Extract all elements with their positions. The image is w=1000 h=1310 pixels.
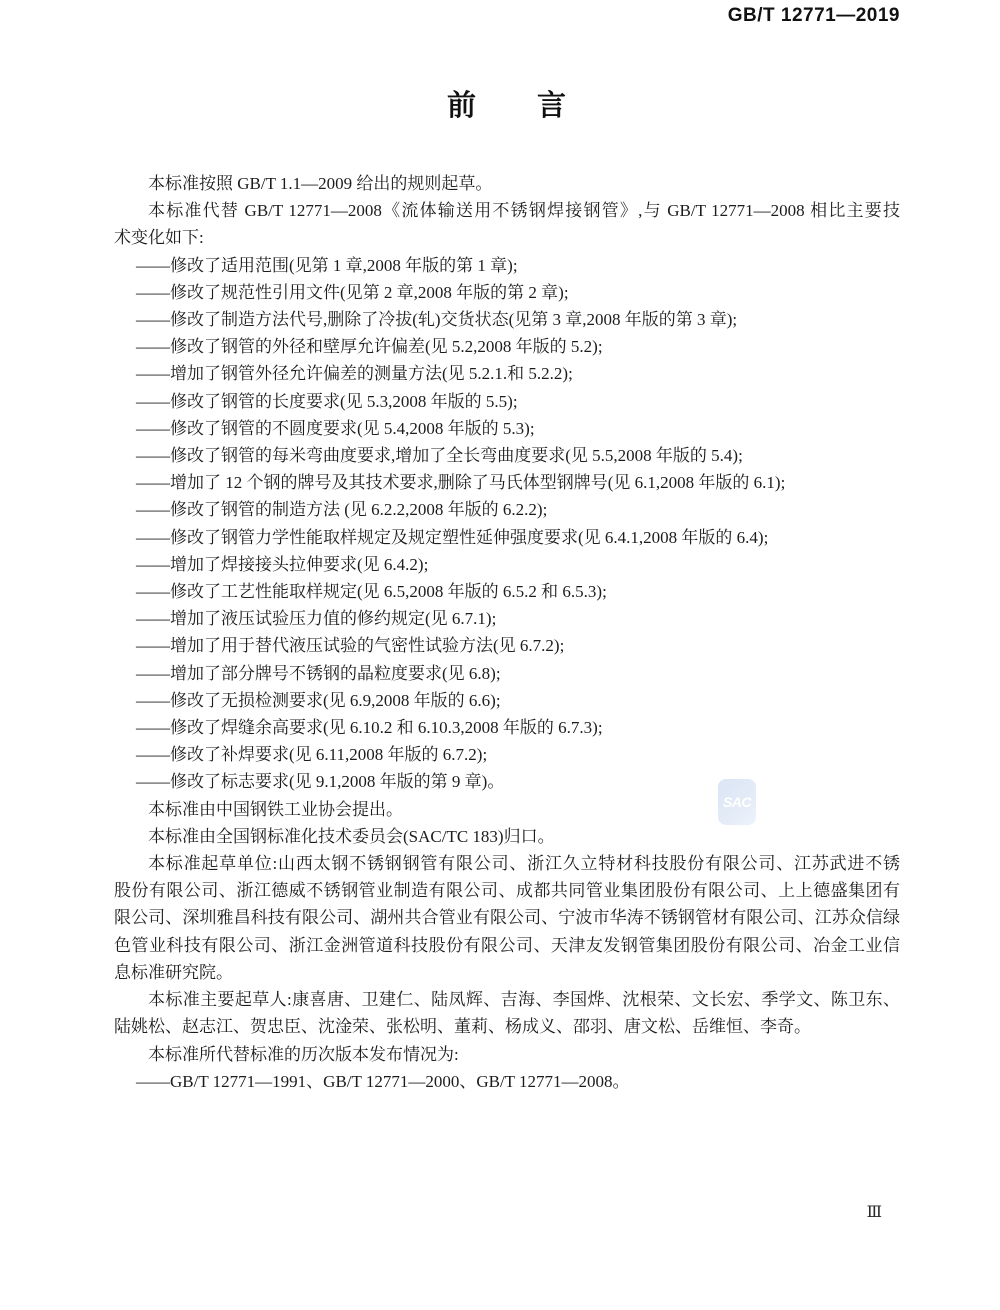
text-line: 陆姚松、赵志江、贺忠臣、沈淦荣、张松明、董莉、杨成义、邵羽、唐文松、岳维恒、李奇。	[114, 1017, 811, 1037]
text-line: ——修改了钢管的外径和壁厚允许偏差(见 5.2,2008 年版的 5.2);	[136, 337, 603, 357]
text-line: ——修改了钢管的每米弯曲度要求,增加了全长弯曲度要求(见 5.5,2008 年版的 5.4);	[136, 446, 743, 466]
text-line: 限公司、深圳雅昌科技有限公司、湖州共合管业有限公司、宁波市华涛不锈钢管材有限公司、江苏众信绿	[114, 908, 900, 928]
text-line: ——增加了用于替代液压试验的气密性试验方法(见 6.7.2);	[136, 636, 565, 656]
text-line: ——增加了部分牌号不锈钢的晶粒度要求(见 6.8);	[136, 663, 501, 683]
text-line: ——增加了液压试验压力值的修约规定(见 6.7.1);	[136, 609, 497, 629]
text-line: ——GB/T 12771—1991、GB/T 12771—2000、GB/T 12771—2008。	[136, 1071, 630, 1091]
text-line: 术变化如下:	[114, 228, 204, 248]
text-line: ——修改了适用范围(见第 1 章,2008 年版的第 1 章);	[136, 255, 518, 275]
text-line: ——增加了钢管外径允许偏差的测量方法(见 5.2.1.和 5.2.2);	[136, 364, 573, 384]
standard-number: GB/T 12771—2019	[727, 5, 900, 26]
text-line: 本标准代替 GB/T 12771—2008《流体输送用不锈钢焊接钢管》,与 GB/T 12771—2008 相比主要技	[148, 201, 900, 221]
text-line: 本标准起草单位:山西太钢不锈钢钢管有限公司、浙江久立特材科技股份有限公司、江苏武进不锈	[148, 854, 900, 874]
page-title: 前 言	[446, 90, 567, 122]
text-line: 本标准按照 GB/T 1.1—2009 给出的规则起草。	[148, 174, 493, 193]
text-line: 本标准由中国钢铁工业协会提出。	[148, 799, 403, 819]
text-line: ——修改了钢管的不圆度要求(见 5.4,2008 年版的 5.3);	[136, 418, 535, 438]
document-body	[114, 170, 900, 1095]
sac-watermark-text: SAC	[722, 794, 752, 810]
text-line: ——修改了补焊要求(见 6.11,2008 年版的 6.7.2);	[136, 745, 488, 765]
text-line: ——修改了制造方法代号,删除了冷拔(轧)交货状态(见第 3 章,2008 年版的第 3 章);	[136, 310, 738, 330]
text-line: ——修改了钢管力学性能取样规定及规定塑性延伸强度要求(见 6.4.1,2008 年版的 6.4);	[136, 527, 769, 547]
text-line: ——修改了标志要求(见 9.1,2008 年版的第 9 章)。	[136, 772, 505, 792]
text-line: ——增加了 12 个钢的牌号及其技术要求,删除了马氏体型钢牌号(见 6.1,2008 年版的 6.1);	[136, 473, 786, 493]
text-line: ——修改了工艺性能取样规定(见 6.5,2008 年版的 6.5.2 和 6.5.3);	[136, 582, 607, 602]
text-line: 本标准主要起草人:康喜唐、卫建仁、陆凤辉、吉海、李国烨、沈根荣、文长宏、季学文、陈卫东、	[148, 990, 900, 1010]
text-line: ——修改了钢管的制造方法 (见 6.2.2,2008 年版的 6.2.2);	[136, 500, 548, 520]
page-number: Ⅲ	[866, 1204, 882, 1221]
text-line: ——修改了规范性引用文件(见第 2 章,2008 年版的第 2 章);	[136, 282, 569, 302]
text-line: 股份有限公司、浙江德威不锈钢管业制造有限公司、成都共同管业集团股份有限公司、上上德盛集团有	[114, 881, 900, 901]
text-line: 本标准所代替标准的历次版本发布情况为:	[148, 1044, 459, 1064]
text-line: ——增加了焊接接头拉伸要求(见 6.4.2);	[136, 554, 429, 574]
text-line: 息标准研究院。	[114, 962, 233, 982]
text-line: ——修改了无损检测要求(见 6.9,2008 年版的 6.6);	[136, 690, 501, 710]
text-line: 本标准由全国钢标准化技术委员会(SAC/TC 183)归口。	[148, 826, 555, 846]
text-line: ——修改了钢管的长度要求(见 5.3,2008 年版的 5.5);	[136, 391, 518, 411]
text-line: 色管业科技有限公司、浙江金洲管道科技股份有限公司、天津友发钢管集团股份有限公司、冶金工业信	[114, 935, 900, 955]
text-line: ——修改了焊缝余高要求(见 6.10.2 和 6.10.3,2008 年版的 6.7.3);	[136, 718, 603, 738]
